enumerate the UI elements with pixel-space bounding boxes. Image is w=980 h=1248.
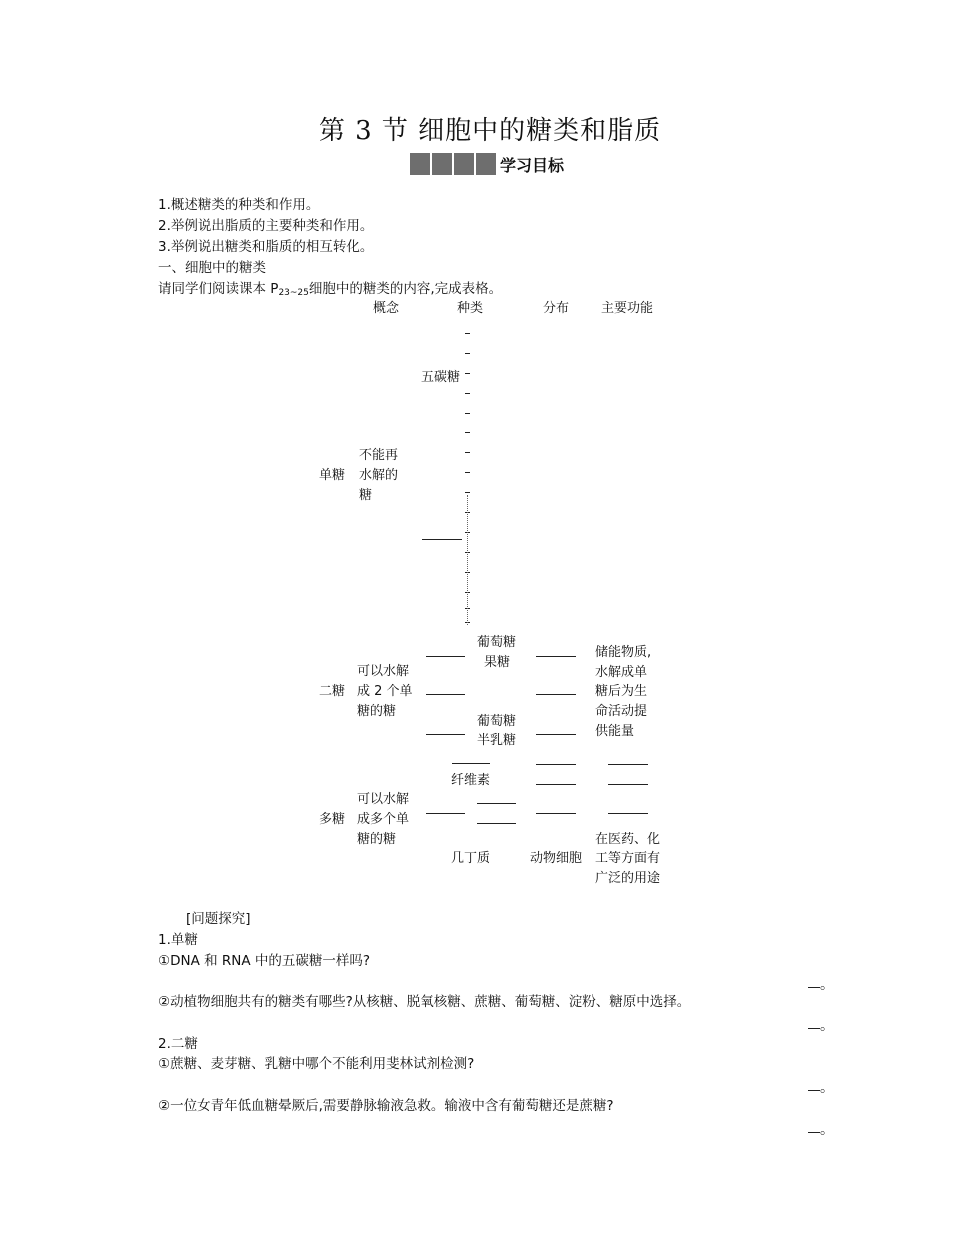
q1a: ①DNA 和 RNA 中的五碳糖一样吗? [158,953,371,969]
di-comp1-b: 果糖 [484,655,511,670]
poly-func-blank-1[interactable] [608,764,648,765]
section-heading: 一、细胞中的糖类 [158,260,266,276]
di-func-1: 储能物质, [595,645,652,660]
q2a: ①蔗糖、麦芽糖、乳糖中哪个不能利用斐林试剂检测? [158,1056,475,1072]
di-comp2-b: 半乳糖 [477,733,517,748]
chitin-func-1: 在医药、化 [595,832,661,847]
di-func-2: 水解成单 [595,665,648,680]
poly-label: 多糖 [319,812,346,827]
poly-concept-2: 成多个单 [357,812,410,827]
di-type-blank-1[interactable] [426,656,465,657]
mono-concept-2: 水解的 [359,468,399,483]
objective-2: 2.举例说出脂质的主要种类和作用。 [158,218,374,234]
poly-concept-3: 糖的糖 [357,832,397,847]
inquiry-label: [问题探究] [186,911,251,927]
poly-dist-blank-2[interactable] [536,784,576,785]
di-label: 二糖 [319,684,346,699]
di-dist-blank-2[interactable] [536,694,576,695]
q1-heading: 1.单糖 [158,932,198,948]
instruction-pre: 请同学们阅读课本 P [158,281,279,297]
di-comp1-a: 葡萄糖 [477,635,517,650]
q2b-period: 。 [820,1122,834,1138]
poly-type-blank-top[interactable] [452,763,490,764]
cellulose-label: 纤维素 [451,773,491,788]
q2-heading: 2.二糖 [158,1036,198,1052]
hexose-blank[interactable] [422,539,462,540]
header-function: 主要功能 [601,301,654,316]
header-concept: 概念 [373,301,400,316]
mono-concept-3: 糖 [359,488,373,503]
instruction [158,277,502,298]
banner-label: 学习目标 [500,155,565,175]
di-func-3: 糖后为生 [595,684,648,699]
poly-func-blank-3[interactable] [608,813,648,814]
di-concept-1: 可以水解 [357,664,410,679]
poly-sub-blank-2[interactable] [477,823,516,824]
instruction-pages: 23~25 [278,288,309,298]
di-type-blank-2[interactable] [426,694,465,695]
q1b-period: 。 [820,1018,834,1034]
page-title: 第 3 节 细胞中的糖类和脂质 [318,116,662,146]
q2b: ②一位女青年低血糖晕厥后,需要静脉输液急救。输液中含有葡萄糖还是蔗糖? [158,1098,614,1114]
q1b: ②动植物细胞共有的糖类有哪些?从核糖、脱氧核糖、蔗糖、葡萄糖、淀粉、糖原中选择。 [158,994,691,1010]
chitin-func-3: 广泛的用途 [595,871,661,886]
di-concept-3: 糖的糖 [357,704,397,719]
q1a-answer-blank[interactable] [808,987,820,988]
q1b-answer-blank[interactable] [808,1028,820,1029]
di-type-blank-3[interactable] [426,734,465,735]
instruction-post: 细胞中的糖类的内容,完成表格。 [308,281,503,297]
q2a-answer-blank[interactable] [808,1090,820,1091]
poly-concept-1: 可以水解 [357,792,410,807]
di-comp2-a: 葡萄糖 [477,714,517,729]
poly-dist-blank-3[interactable] [536,813,576,814]
objective-1: 1.概述糖类的种类和作用。 [158,197,320,213]
header-type: 种类 [457,301,484,316]
header-distribution: 分布 [543,301,570,316]
chitin-func-2: 工等方面有 [595,851,661,866]
poly-dist-blank-1[interactable] [536,764,576,765]
poly-sub-blank-1[interactable] [477,803,516,804]
mono-concept-1: 不能再 [359,448,399,463]
learning-objectives-banner [410,153,564,175]
di-func-4: 命活动提 [595,704,648,719]
chitin-distribution: 动物细胞 [530,851,583,866]
chitin-label: 几丁质 [451,851,491,866]
di-concept-2: 成 2 个单 [357,684,413,699]
mono-label: 单糖 [319,468,346,483]
poly-type-blank[interactable] [426,813,465,814]
poly-func-blank-2[interactable] [608,784,648,785]
objective-3: 3.举例说出糖类和脂质的相互转化。 [158,239,374,255]
di-dist-blank-1[interactable] [536,656,576,657]
pentose-label: 五碳糖 [421,370,461,385]
di-dist-blank-3[interactable] [536,734,576,735]
q1a-period: 。 [820,977,834,993]
faint-column [467,495,469,625]
q2b-answer-blank[interactable] [808,1132,820,1133]
banner-blocks [410,153,498,175]
di-func-5: 供能量 [595,724,635,739]
q2a-period: 。 [820,1080,834,1096]
